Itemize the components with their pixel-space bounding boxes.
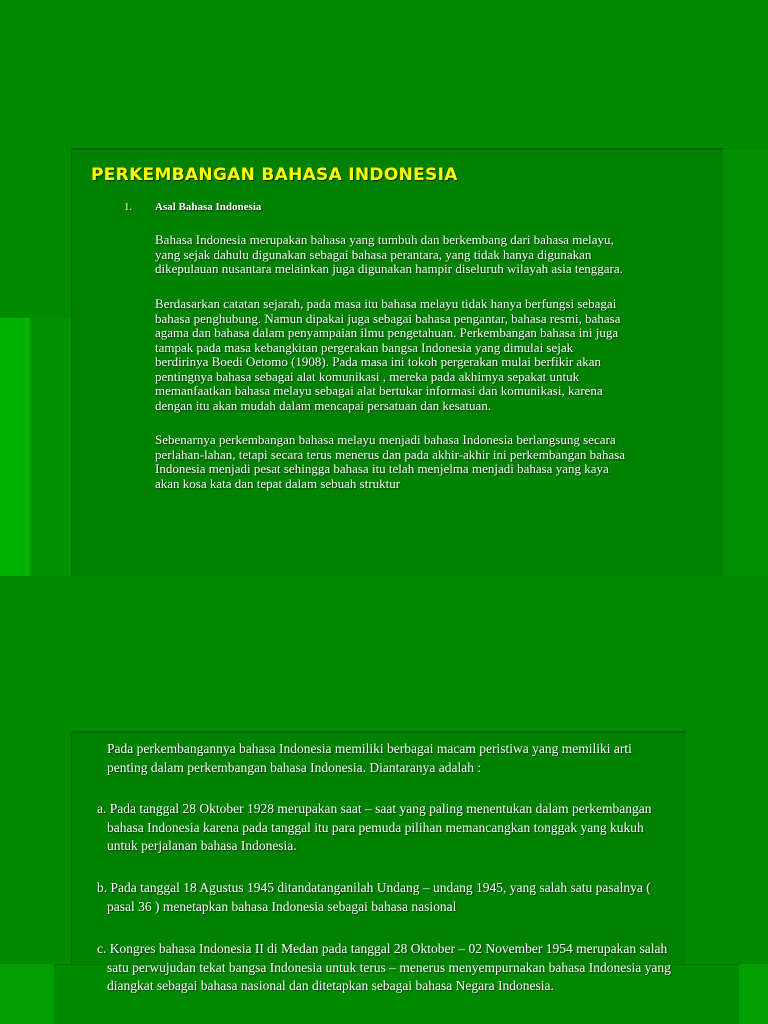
section-heading: Asal Bahasa Indonesia [155, 201, 262, 213]
text-line: Bahasa Indonesia merupakan bahasa yang tumbuh dan berkembang dari bahasa melayu, [155, 232, 614, 247]
text-line: penting dalam perkembangan bahasa Indonesia. Diantaranya adalah : [107, 759, 482, 775]
event-item-c [97, 940, 671, 996]
paragraph-development [155, 433, 715, 491]
event-item-a [97, 800, 651, 856]
text-line: b. Pada tanggal 18 Agustus 1945 ditandatanganilah Undang – undang 1945, yang salah satu pasalnya ( [97, 880, 651, 895]
text-line: bahasa penghubung. Namun dipakai juga sebagai bahasa pengantar, bahasa resmi, bahasa [155, 310, 621, 326]
text-line: Berdasarkan catatan sejarah, pada masa itu bahasa melayu tidak hanya berfungsi sebagai [155, 296, 617, 311]
text-line: a. Pada tanggal 28 Oktober 1928 merupakan saat – saat yang paling menentukan dalam perkembangan [97, 801, 652, 816]
text-line: satu perwujudan tekat bangsa Indonesia untuk terus – menerus menyempurnakan bahasa Indonesia yang [107, 959, 671, 975]
paragraph-origin [155, 233, 715, 277]
text-line: pasal 36 ) menetapkan bahasa Indonesia sebagai bahasa nasional [107, 898, 457, 914]
event-item-b [97, 879, 651, 916]
intro-paragraph [107, 740, 632, 777]
text-line: dengan itu akan mudah dalam mencapai persatuan dan kesatuan. [155, 397, 492, 413]
text-line: agama dan bahasa dalam penyampaian ilmu pengetahuan. Perkembangan bahasa ini juga [155, 325, 619, 340]
text-line: dikepulauan nusantara melainkan juga digunakan hampir diseluruh wilayah asia tenggara. [155, 261, 623, 276]
paragraph-history [155, 297, 715, 413]
text-line: pentingnya bahasa sebagai alat komunikasi , mereka pada akhirnya sepakat untuk [155, 368, 580, 384]
slide-2 [0, 576, 768, 1024]
text-line: memanfaatkan bahasa melayu sebagai alat bertukar informasi dan komunikasi, karena [155, 383, 603, 398]
slide-title: PERKEMBANGAN BAHASA INDONESIA [91, 165, 458, 185]
text-line: perlahan-lahan, tetapi secara terus menerus dan pada akhir-akhir ini perkembangan bahasa [155, 446, 626, 462]
list-number: 1. [124, 201, 133, 213]
panel-shadow [30, 318, 71, 576]
text-line: tampak pada masa kebangkitan pergerakan bangsa Indonesia yang dimulai sejak [155, 339, 574, 355]
text-line: Sebenarnya perkembangan bahasa melayu menjadi bahasa Indonesia berlangsung secara [155, 432, 616, 447]
text-line: akan kosa kata dan tepat dalam sebuah struktur [155, 475, 401, 491]
text-line: yang sejak dahulu digunakan sebagai bahasa perantara, yang tidak hanya digunakan [155, 246, 592, 262]
text-line: Pada perkembangannya bahasa Indonesia memiliki berbagai macam peristiwa yang memiliki arti [107, 741, 632, 756]
right-decorative-strip [722, 150, 768, 576]
text-line: berdirinya Boedi Oetomo (1908). Pada masa ini tokoh pergerakan mulai berfikir akan [155, 354, 601, 369]
text-line: c. Kongres bahasa Indonesia II di Medan pada tanggal 28 Oktober – 02 November 1954 merupakan salah [97, 941, 668, 956]
text-line: Indonesia menjadi pesat sehingga bahasa itu telah menjelma menjadi bahasa yang kaya [155, 461, 609, 476]
text-line: bahasa Indonesia karena pada tanggal itu para pemuda pilihan memancangkan tonggak yang kukuh [107, 819, 644, 835]
text-line: untuk perjalanan bahasa Indonesia. [107, 838, 297, 853]
text-line: diangkat sebagai bahasa nasional dan ditetapkan sebagai bahasa Negara Indonesia. [107, 978, 554, 993]
left-decorative-bar [0, 318, 30, 576]
